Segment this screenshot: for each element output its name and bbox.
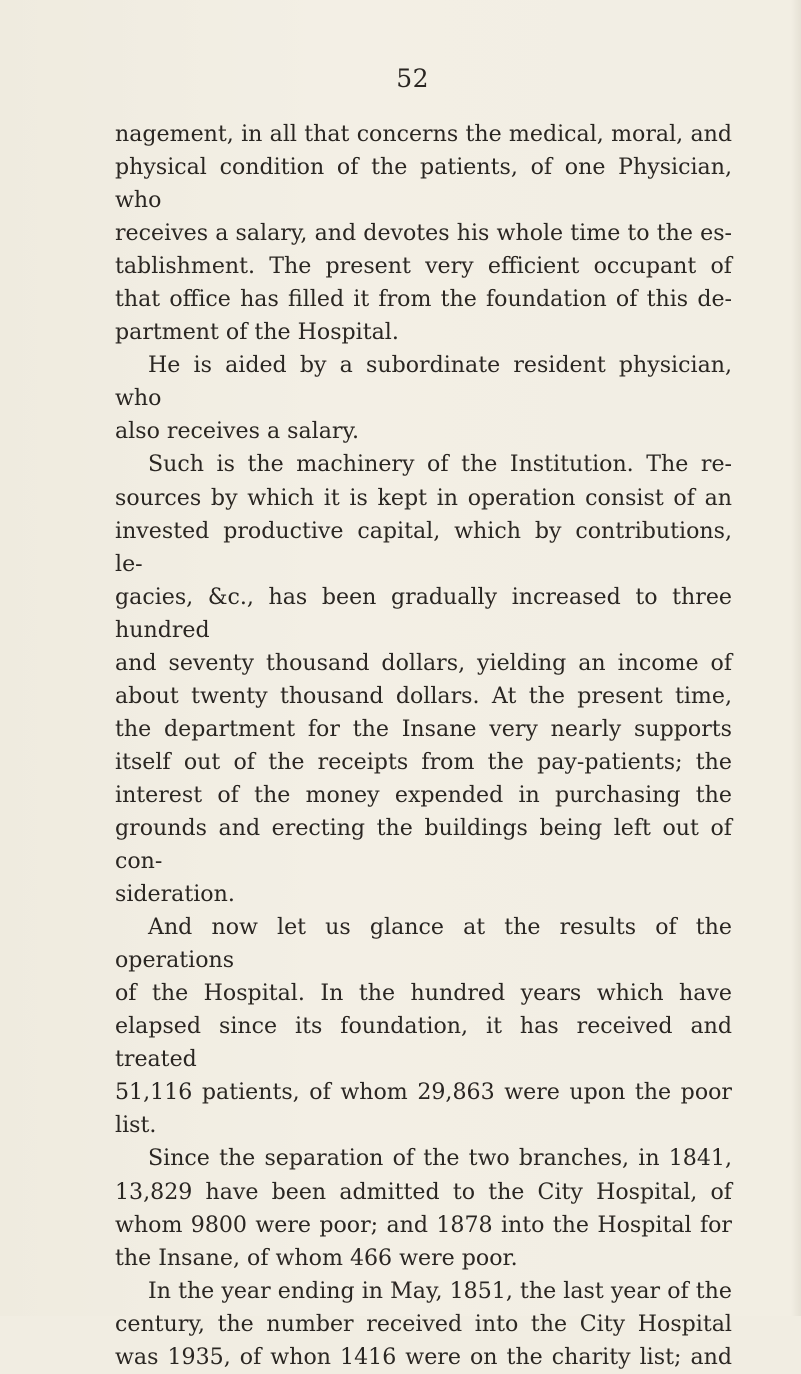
text-line: receives a salary, and devotes his whole time to the es-	[115, 220, 732, 247]
page-number: 52	[396, 64, 429, 93]
text-line: interest of the money expended in purchasing the	[115, 781, 732, 808]
body-text	[115, 118, 732, 1374]
page-edge-shadow	[791, 0, 801, 1316]
text-line: Such is the machinery of the Institution. The re-	[148, 451, 732, 478]
text-line: Since the separation of the two branches, in 1841,	[148, 1145, 732, 1172]
text-line: century, the number received into the City Hospital	[115, 1310, 732, 1337]
text-line: 13,829 have been admitted to the City Hospital, of	[115, 1178, 732, 1205]
text-line: the department for the Insane very nearly supports	[115, 715, 732, 742]
text-line: and seventy thousand dollars, yielding an income of	[115, 649, 732, 676]
text-line: invested productive capital, which by contributions, le-	[115, 517, 732, 577]
text-line: of the Hospital. In the hundred years which have	[115, 980, 732, 1007]
text-line: that office has filled it from the foundation of this de-	[115, 286, 732, 313]
text-line: about twenty thousand dollars. At the present time,	[115, 682, 732, 709]
text-line: was 1935, of whon 1416 were on the charity list; and	[115, 1343, 732, 1370]
text-line: In the year ending in May, 1851, the last year of the	[148, 1277, 732, 1304]
text-line: also receives a salary.	[115, 418, 360, 445]
text-line: whom 9800 were poor; and 1878 into the Hospital for	[115, 1211, 732, 1238]
text-line: elapsed since its foundation, it has received and treated	[115, 1013, 732, 1073]
text-line: And now let us glance at the results of the operations	[115, 914, 732, 974]
text-line: partment of the Hospital.	[115, 319, 399, 346]
text-line: grounds and erecting the buildings being left out of con-	[115, 814, 732, 875]
text-line: the Insane, of whom 466 were poor.	[115, 1244, 518, 1271]
text-line: nagement, in all that concerns the medical, moral, and	[115, 121, 732, 147]
text-line: 51,116 patients, of whom 29,863 were upon the poor	[115, 1079, 732, 1106]
text-line: list.	[115, 1112, 157, 1139]
text-line: physical condition of the patients, of one Physician, who	[115, 154, 732, 214]
text-line: He is aided by a subordinate resident physician, who	[115, 352, 732, 412]
text-line: tablishment. The present very efficient occupant of	[115, 253, 732, 280]
text-line: gacies, &c., has been gradually increased to three hundred	[115, 583, 732, 643]
text-line: itself out of the receipts from the pay-patients; the	[115, 748, 732, 775]
text-line: sideration.	[115, 881, 235, 908]
text-line: sources by which it is kept in operation consist of an	[115, 484, 732, 511]
